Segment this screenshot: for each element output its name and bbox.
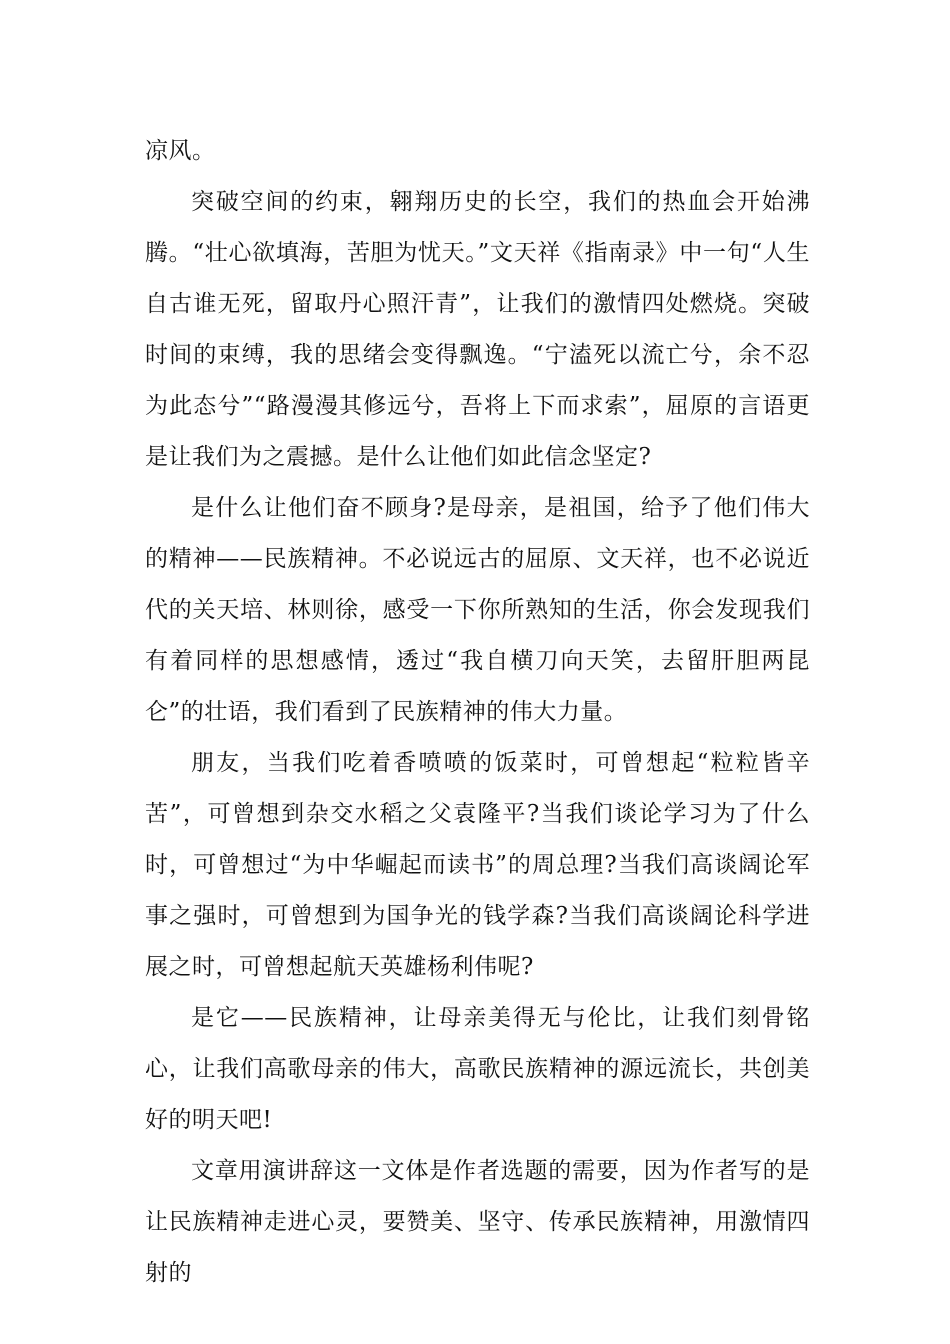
paragraph: 突破空间的约束，翱翔历史的长空，我们的热血会开始沸腾。“壮心欲填海，苦胆为忧天。”文天祥《指南录》中一句“人生自古谁无死，留取丹心照汗青”，让我们的激情四处燃烧。突破时间的束缚，我的思绪会变得飘逸。“宁溘死以流亡兮，余不忍为此态兮”“路漫漫其修远兮，吾将上下而求索”，屈原的言语更是让我们为之震撼。是什么让他们如此信念坚定? [145, 189, 810, 470]
paragraph-continuation: 凉风。 [145, 138, 216, 164]
document-body [145, 126, 810, 1299]
paragraph: 是它——民族精神，让母亲美得无与伦比，让我们刻骨铭心，让我们高歌母亲的伟大，高歌民族精神的源远流长，共创美好的明天吧! [145, 1005, 810, 1133]
paragraph: 是什么让他们奋不顾身?是母亲，是祖国，给予了他们伟大的精神——民族精神。不必说远古的屈原、文天祥，也不必说近代的关天培、林则徐，感受一下你所熟知的生活，你会发现我们有着同样的思想感情，透过“我自横刀向天笑，去留肝胆两昆仑”的壮语，我们看到了民族精神的伟大力量。 [145, 495, 810, 725]
paragraph: 朋友，当我们吃着香喷喷的饭菜时，可曾想起“粒粒皆辛苦”，可曾想到杂交水稻之父袁隆平?当我们谈论学习为了什么时，可曾想过“为中华崛起而读书”的周总理?当我们高谈阔论军事之强时，可曾想到为国争光的钱学森?当我们高谈阔论科学进展之时，可曾想起航天英雄杨利伟呢? [145, 750, 810, 980]
paragraph: 文章用演讲辞这一文体是作者选题的需要，因为作者写的是让民族精神走进心灵，要赞美、坚守、传承民族精神，用激情四射的 [145, 1158, 810, 1286]
